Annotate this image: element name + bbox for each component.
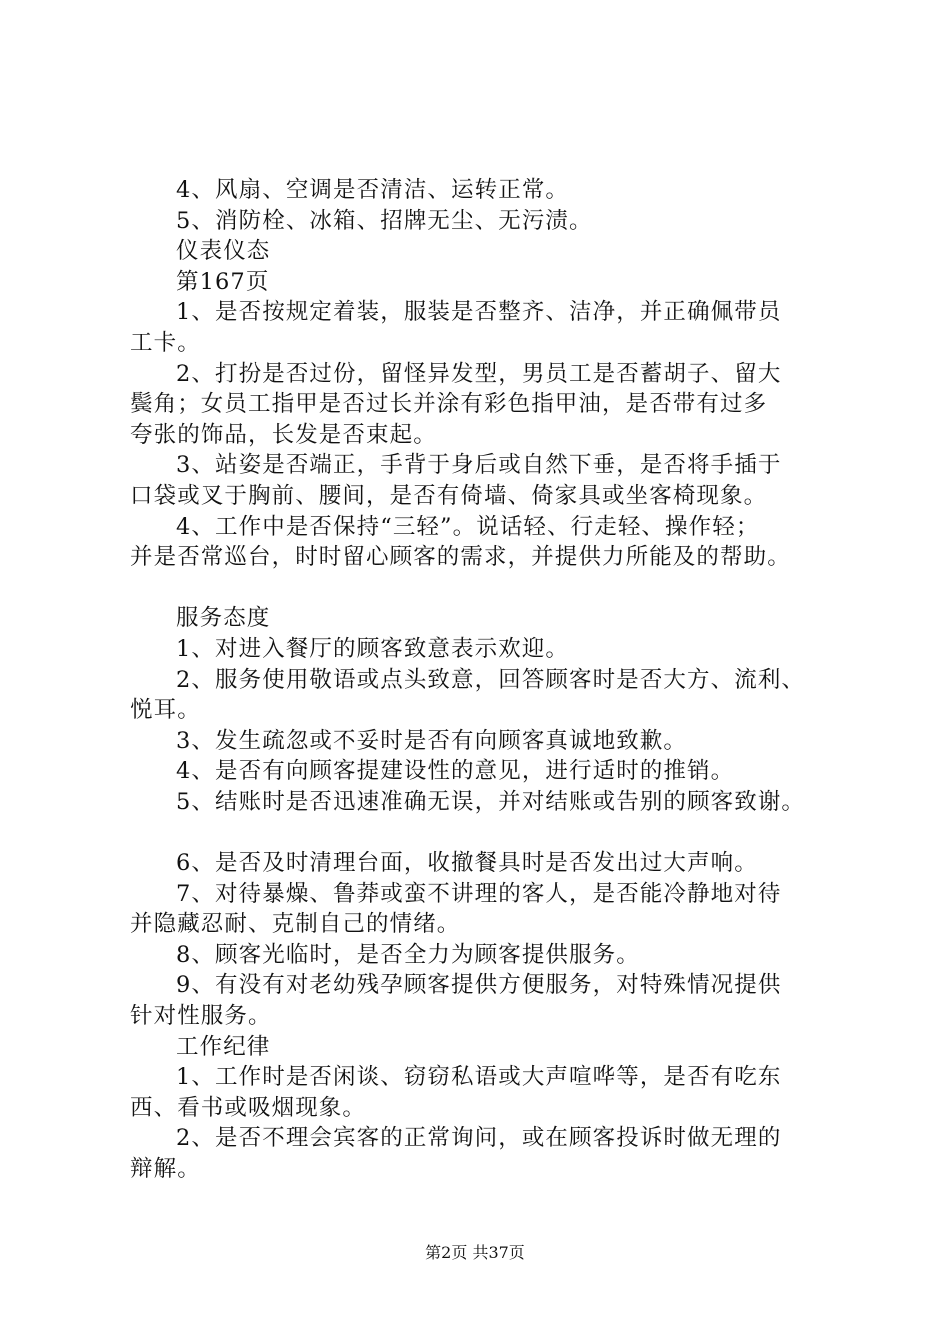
blank-line: [130, 573, 848, 604]
text-line: 9、有没有对老幼残孕顾客提供方便服务，对特殊情况提供: [176, 972, 782, 999]
text-line: 1、是否按规定着装，服装是否整齐、洁净，并正确佩带员: [176, 299, 782, 326]
text-line: 工卡。: [130, 329, 201, 356]
text-line: 6、是否及时清理台面，收撤餐具时是否发出过大声响。: [176, 850, 758, 877]
text-line: 2、服务使用敬语或点头致意，回答顾客时是否大方、流利、: [176, 666, 806, 693]
text-line: 西、看书或吸烟现象。: [130, 1094, 367, 1121]
blank-line: [130, 817, 848, 848]
text-line: 2、是否不理会宾客的正常询问，或在顾客投诉时做无理的: [176, 1125, 782, 1152]
page-footer: 第2页 共37页: [425, 1243, 525, 1262]
text-line: 8、顾客光临时，是否全力为顾客提供服务。: [176, 941, 640, 968]
text-line: 针对性服务。: [130, 1003, 272, 1030]
text-line: 5、结账时是否迅速准确无误，并对结账或告别的顾客致谢。: [176, 788, 806, 815]
text-line: 3、发生疏忽或不妥时是否有向顾客真诚地致歉。: [176, 727, 688, 754]
text-line: 仪表仪态: [176, 238, 271, 265]
text-line: 1、工作时是否闲谈、窃窃私语或大声喧哗等，是否有吃东: [176, 1064, 782, 1091]
text-line: 并隐藏忍耐、克制自己的情绪。: [130, 911, 461, 938]
text-line: 7、对待暴燥、鲁莽或蛮不讲理的客人，是否能冷静地对待: [176, 880, 782, 907]
text-line: 辩解。: [130, 1156, 201, 1182]
text-line: 4、是否有向顾客提建设性的意见，进行适时的推销。: [176, 758, 735, 785]
text-line: 3、站姿是否端正，手背于身后或自然下垂，是否将手插于: [176, 452, 782, 479]
text-line: 1、对进入餐厅的顾客致意表示欢迎。: [176, 635, 570, 662]
text-line: 并是否常巡台，时时留心顾客的需求，并提供力所能及的帮助。: [130, 544, 791, 571]
text-line: 5、消防栓、冰箱、招牌无尘、无污渍。: [176, 207, 593, 234]
text-line: 服务态度: [176, 605, 271, 632]
text-line: 夸张的饰品，长发是否束起。: [130, 421, 437, 448]
text-line: 4、风扇、空调是否清洁、运转正常。: [176, 177, 570, 203]
text-line: 2、打扮是否过份，留怪异发型，男员工是否蓄胡子、留大: [176, 360, 782, 387]
document-body: [130, 175, 848, 1185]
text-line: 工作纪律: [176, 1033, 271, 1060]
text-line: 悦耳。: [130, 697, 201, 724]
text-line: 鬓角；女员工指甲是否过长并涂有彩色指甲油，是否带有过多: [130, 391, 768, 418]
text-line: 4、工作中是否保持“三轻”。说话轻、行走轻、操作轻；: [176, 513, 760, 540]
text-line: 口袋或叉于胸前、腰间，是否有倚墙、倚家具或坐客椅现象。: [130, 482, 768, 509]
text-line: 第167页: [176, 268, 270, 295]
